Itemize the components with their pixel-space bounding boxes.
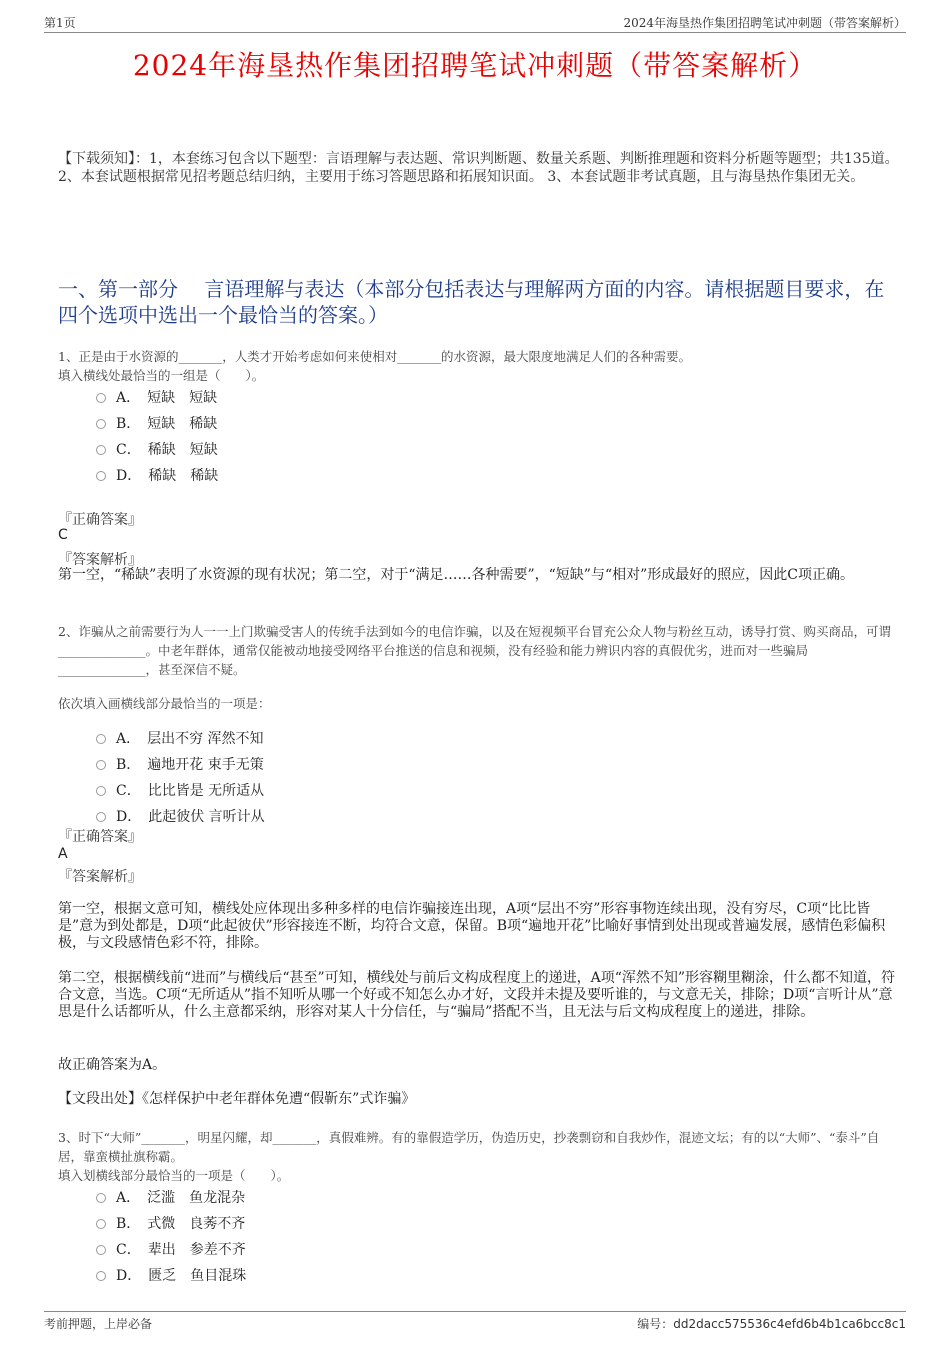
- q2-analysis-p2: 第二空，根据横线前“进而”与横线后“甚至”可知，横线处与前后文构成程度上的递进，A项“浑然不知”形容糊里糊涂，什么都不知道，符合文意，当选。C项“无所适从”指不知听从哪一个好或不知怎么办才好，文段并未提及要听谁的，与文意无关，排除；D项“言听计从”意思是什么话都听从，什么主意都采纳，形容对某人十分信任，与“骗局”搭配不当，且无法与后文构成程度上的递进，排除。: [58, 970, 896, 1020]
- q1-analysis: 第一空，“稀缺”表明了水资源的现有状况；第二空，对于“满足……各种需要”，“短缺”与“相对”形成最好的照应，因此C项正确。: [58, 567, 854, 583]
- q3-stem: 3、时下“大师”_______，明星闪耀，却_______，真假难辨。有的靠假造学历，伪造历史，抄袭剽窃和自我炒作，混迹文坛；有的以“大师”、“泰斗”自居，靠蛮横扯旗称霸。: [58, 1130, 880, 1164]
- radio-icon[interactable]: [96, 393, 106, 403]
- q2-answer: A: [58, 846, 68, 862]
- q2-prompt: 依次填入画横线部分最恰当的一项是：: [58, 696, 271, 711]
- q2-stem: 2、诈骗从之前需要行为人一一上门欺骗受害人的传统手法到如今的电信诈骗，以及在短视频平台冒充公众人物与粉丝互动，诱导打赏、购买商品，可谓 ______________。中老年群体，通常仅能被动地接受网络平台推送的信息和视频，没有经验和能力辨识内容的真假优劣，进而对一些骗局 ______________，甚至深信不疑。: [58, 624, 891, 677]
- q2-option-b[interactable]: [96, 755, 264, 775]
- footer-code: dd2dacc575536c4efd6b4b1ca6bcc8c1: [673, 1317, 906, 1331]
- q3-option-a-label: A． 泛滥 鱼龙混杂: [116, 1190, 246, 1206]
- download-notice: 【下载须知】：1，本套练习包含以下题型：言语理解与表达题、常识判断题、数量关系题、判断推理题和资料分析题等题型；共135道。 2、本套试题根据常见招考题总结归纳，主要用于练习答题思路和拓展知识面。 3、本套试题非考试真题，且与海垦热作集团无关。: [58, 151, 899, 185]
- footer-code-label: 编号：: [637, 1317, 674, 1331]
- q2-option-c[interactable]: [96, 781, 264, 801]
- q2-option-d[interactable]: [96, 807, 265, 827]
- q2-option-a-label: A． 层出不穷 浑然不知: [116, 731, 264, 747]
- q2-option-a[interactable]: [96, 729, 264, 749]
- radio-icon[interactable]: [96, 1219, 106, 1229]
- radio-icon[interactable]: [96, 786, 106, 796]
- page-title: 2024年海垦热作集团招聘笔试冲刺题（带答案解析）: [132, 49, 818, 82]
- radio-icon[interactable]: [96, 1271, 106, 1281]
- q1-answer: C: [58, 527, 68, 543]
- q1-analysis-label: 『答案解析』: [58, 552, 142, 568]
- q2-analysis-p1: 第一空，根据文意可知，横线处应体现出多种多样的电信诈骗接连出现，A项“层出不穷”形容事物连续出现，没有穷尽，C项“比比皆是”意为到处都是，D项“此起彼伏”形容接连不断，均符合文意，保留。B项“遍地开花”比喻好事情到处出现或普遍发展，感情色彩偏积极，与文段感情色彩不符，排除。: [58, 901, 886, 951]
- q3-option-c[interactable]: [96, 1240, 246, 1260]
- footer-slogan: 考前押题，上岸必备: [44, 1317, 153, 1331]
- q2-source: 【文段出处】《怎样保护中老年群体免遭“假靳东”式诈骗》: [58, 1091, 416, 1107]
- q3-option-c-label: C． 辈出 参差不齐: [116, 1242, 246, 1258]
- q1-option-a[interactable]: [96, 388, 217, 408]
- radio-icon[interactable]: [96, 760, 106, 770]
- radio-icon[interactable]: [96, 734, 106, 744]
- footer-code-block: [637, 1315, 906, 1332]
- radio-icon[interactable]: [96, 419, 106, 429]
- q1-option-a-label: A． 短缺 短缺: [116, 390, 218, 406]
- q3-option-b[interactable]: [96, 1214, 245, 1234]
- q2-option-d-label: D． 此起彼伏 言听计从: [116, 809, 265, 825]
- section-heading: 一、第一部分 言语理解与表达（本部分包括表达与理解两方面的内容。请根据题目要求，在四个选项中选出一个最恰当的答案。）: [58, 277, 885, 327]
- q2-conclusion: 故正确答案为A。: [58, 1057, 167, 1073]
- header-doc-title: 2024年海垦热作集团招聘笔试冲刺题（带答案解析）: [623, 16, 906, 30]
- q1-option-c[interactable]: [96, 440, 218, 460]
- q3-option-a[interactable]: [96, 1188, 245, 1208]
- radio-icon[interactable]: [96, 1193, 106, 1203]
- q3-option-b-label: B． 式微 良莠不齐: [116, 1216, 246, 1232]
- q1-option-d[interactable]: [96, 466, 218, 486]
- q2-correct-label: 『正确答案』: [58, 829, 142, 845]
- q3-prompt: 填入划横线部分最恰当的一项是（ ）。: [58, 1168, 290, 1183]
- q1-option-d-label: D． 稀缺 稀缺: [116, 468, 219, 484]
- q1-correct-label: 『正确答案』: [58, 512, 142, 528]
- q1-option-b[interactable]: [96, 414, 217, 434]
- q3-option-d[interactable]: [96, 1266, 246, 1286]
- radio-icon[interactable]: [96, 471, 106, 481]
- footer-divider: [44, 1311, 906, 1312]
- radio-icon[interactable]: [96, 445, 106, 455]
- q1-option-c-label: C． 稀缺 短缺: [116, 442, 218, 458]
- q2-option-b-label: B． 遍地开花 束手无策: [116, 757, 264, 773]
- q1-prompt: 填入横线处最恰当的一组是（ ）。: [58, 368, 265, 383]
- radio-icon[interactable]: [96, 812, 106, 822]
- header-divider: [44, 32, 906, 33]
- radio-icon[interactable]: [96, 1245, 106, 1255]
- q1-option-b-label: B． 短缺 稀缺: [116, 416, 218, 432]
- page-number: 第1页: [44, 16, 76, 30]
- q3-option-d-label: D． 匮乏 鱼目混珠: [116, 1268, 247, 1284]
- q1-stem: 1、正是由于水资源的_______，人类才开始考虑如何来使相对_______的水资源，最大限度地满足人们的各种需要。: [58, 349, 691, 364]
- q2-option-c-label: C． 比比皆是 无所适从: [116, 783, 265, 799]
- q2-analysis-label: 『答案解析』: [58, 869, 142, 885]
